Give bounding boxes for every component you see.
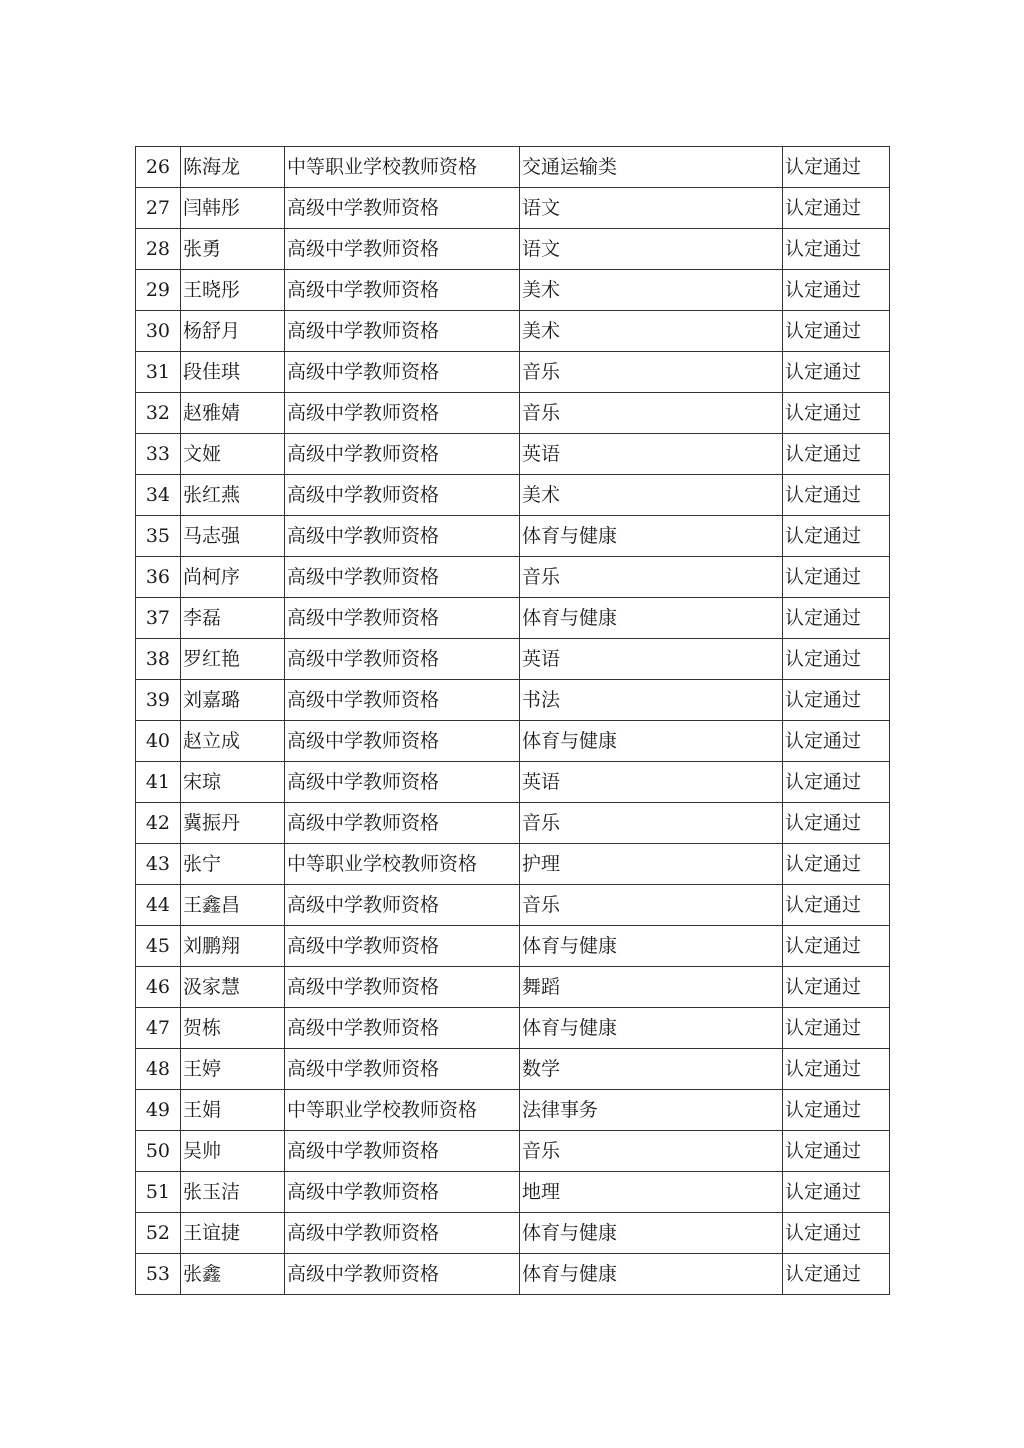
cell-result: 认定通过 [783,1213,890,1254]
cell-subject: 地理 [520,1172,783,1213]
cell-qualification: 高级中学教师资格 [285,393,520,434]
table-row [136,475,890,516]
table-row [136,393,890,434]
cell-number: 34 [136,475,181,516]
table-row [136,926,890,967]
cell-subject: 法律事务 [520,1090,783,1131]
cell-result: 认定通过 [783,516,890,557]
cell-number: 52 [136,1213,181,1254]
cell-subject: 英语 [520,434,783,475]
cell-number: 35 [136,516,181,557]
cell-qualification: 高级中学教师资格 [285,270,520,311]
cell-result: 认定通过 [783,311,890,352]
cell-qualification: 高级中学教师资格 [285,926,520,967]
cell-number: 42 [136,803,181,844]
cell-result: 认定通过 [783,803,890,844]
cell-subject: 舞蹈 [520,967,783,1008]
cell-result: 认定通过 [783,639,890,680]
cell-subject: 护理 [520,844,783,885]
cell-name: 王晓彤 [181,270,285,311]
cell-result: 认定通过 [783,762,890,803]
cell-result: 认定通过 [783,188,890,229]
cell-result: 认定通过 [783,1049,890,1090]
table-row [136,434,890,475]
cell-subject: 英语 [520,639,783,680]
cell-result: 认定通过 [783,721,890,762]
cell-number: 39 [136,680,181,721]
cell-subject: 语文 [520,229,783,270]
cell-result: 认定通过 [783,270,890,311]
table-row [136,762,890,803]
cell-result: 认定通过 [783,967,890,1008]
cell-qualification: 高级中学教师资格 [285,1049,520,1090]
cell-name: 张勇 [181,229,285,270]
cell-qualification: 高级中学教师资格 [285,721,520,762]
cell-qualification: 高级中学教师资格 [285,516,520,557]
cell-subject: 音乐 [520,557,783,598]
cell-result: 认定通过 [783,475,890,516]
table-row [136,721,890,762]
table-row [136,229,890,270]
cell-name: 冀振丹 [181,803,285,844]
cell-number: 26 [136,147,181,188]
cell-subject: 体育与健康 [520,926,783,967]
cell-number: 48 [136,1049,181,1090]
table-row [136,147,890,188]
cell-name: 王娟 [181,1090,285,1131]
cell-qualification: 高级中学教师资格 [285,352,520,393]
cell-name: 刘嘉璐 [181,680,285,721]
cell-number: 32 [136,393,181,434]
table-row [136,557,890,598]
cell-result: 认定通过 [783,1172,890,1213]
cell-number: 28 [136,229,181,270]
cell-qualification: 中等职业学校教师资格 [285,844,520,885]
cell-number: 46 [136,967,181,1008]
cell-qualification: 高级中学教师资格 [285,680,520,721]
cell-subject: 音乐 [520,393,783,434]
cell-qualification: 高级中学教师资格 [285,1131,520,1172]
cell-subject: 体育与健康 [520,721,783,762]
cell-subject: 语文 [520,188,783,229]
cell-number: 50 [136,1131,181,1172]
table-row [136,1131,890,1172]
cell-subject: 数学 [520,1049,783,1090]
table-row [136,885,890,926]
cell-result: 认定通过 [783,557,890,598]
table-row [136,639,890,680]
cell-name: 汲家慧 [181,967,285,1008]
cell-number: 29 [136,270,181,311]
cell-name: 赵立成 [181,721,285,762]
cell-subject: 音乐 [520,1131,783,1172]
cell-name: 闫韩彤 [181,188,285,229]
cell-result: 认定通过 [783,1090,890,1131]
table-row [136,1213,890,1254]
table-row [136,1008,890,1049]
cell-result: 认定通过 [783,393,890,434]
cell-result: 认定通过 [783,229,890,270]
cell-name: 王鑫昌 [181,885,285,926]
cell-number: 37 [136,598,181,639]
cell-name: 马志强 [181,516,285,557]
cell-qualification: 高级中学教师资格 [285,557,520,598]
cell-name: 罗红艳 [181,639,285,680]
table-row [136,1172,890,1213]
table-row [136,598,890,639]
cell-number: 36 [136,557,181,598]
cell-number: 44 [136,885,181,926]
cell-result: 认定通过 [783,1254,890,1295]
cell-name: 张红燕 [181,475,285,516]
cell-number: 45 [136,926,181,967]
cell-qualification: 高级中学教师资格 [285,475,520,516]
cell-name: 杨舒月 [181,311,285,352]
cell-name: 刘鹏翔 [181,926,285,967]
cell-qualification: 高级中学教师资格 [285,762,520,803]
table-row [136,967,890,1008]
cell-name: 王谊捷 [181,1213,285,1254]
cell-name: 文娅 [181,434,285,475]
cell-subject: 美术 [520,270,783,311]
cell-qualification: 高级中学教师资格 [285,434,520,475]
cell-number: 40 [136,721,181,762]
cell-subject: 体育与健康 [520,598,783,639]
table-row [136,188,890,229]
cell-qualification: 高级中学教师资格 [285,803,520,844]
cell-number: 27 [136,188,181,229]
cell-subject: 体育与健康 [520,1254,783,1295]
cell-name: 陈海龙 [181,147,285,188]
table-body [136,147,890,1295]
cell-qualification: 高级中学教师资格 [285,1008,520,1049]
table-row [136,1090,890,1131]
cell-result: 认定通过 [783,1008,890,1049]
cell-name: 段佳琪 [181,352,285,393]
cell-qualification: 高级中学教师资格 [285,639,520,680]
cell-name: 贺栋 [181,1008,285,1049]
cell-number: 30 [136,311,181,352]
cell-qualification: 高级中学教师资格 [285,229,520,270]
cell-subject: 美术 [520,475,783,516]
table-row [136,844,890,885]
cell-result: 认定通过 [783,680,890,721]
cell-qualification: 高级中学教师资格 [285,1213,520,1254]
cell-subject: 体育与健康 [520,516,783,557]
results-table [135,146,890,1295]
cell-result: 认定通过 [783,885,890,926]
cell-number: 47 [136,1008,181,1049]
cell-qualification: 高级中学教师资格 [285,1254,520,1295]
table-row [136,352,890,393]
cell-number: 31 [136,352,181,393]
cell-name: 王婷 [181,1049,285,1090]
cell-qualification: 高级中学教师资格 [285,1172,520,1213]
cell-qualification: 高级中学教师资格 [285,967,520,1008]
cell-name: 宋琼 [181,762,285,803]
cell-number: 43 [136,844,181,885]
cell-number: 51 [136,1172,181,1213]
table-row [136,516,890,557]
cell-qualification: 高级中学教师资格 [285,188,520,229]
cell-result: 认定通过 [783,926,890,967]
cell-subject: 音乐 [520,885,783,926]
cell-subject: 体育与健康 [520,1213,783,1254]
cell-name: 吴帅 [181,1131,285,1172]
cell-number: 41 [136,762,181,803]
table-row [136,803,890,844]
cell-subject: 美术 [520,311,783,352]
cell-qualification: 中等职业学校教师资格 [285,147,520,188]
cell-subject: 英语 [520,762,783,803]
cell-number: 53 [136,1254,181,1295]
cell-number: 33 [136,434,181,475]
cell-qualification: 高级中学教师资格 [285,311,520,352]
cell-qualification: 中等职业学校教师资格 [285,1090,520,1131]
table-row [136,1049,890,1090]
cell-name: 尚柯序 [181,557,285,598]
cell-result: 认定通过 [783,434,890,475]
cell-result: 认定通过 [783,844,890,885]
cell-qualification: 高级中学教师资格 [285,598,520,639]
cell-name: 张宁 [181,844,285,885]
cell-number: 38 [136,639,181,680]
cell-subject: 体育与健康 [520,1008,783,1049]
cell-result: 认定通过 [783,352,890,393]
cell-result: 认定通过 [783,147,890,188]
cell-qualification: 高级中学教师资格 [285,885,520,926]
cell-name: 赵雅婧 [181,393,285,434]
cell-subject: 音乐 [520,803,783,844]
cell-result: 认定通过 [783,598,890,639]
cell-subject: 音乐 [520,352,783,393]
table-row [136,680,890,721]
table-row [136,1254,890,1295]
cell-number: 49 [136,1090,181,1131]
cell-name: 张玉洁 [181,1172,285,1213]
table-row [136,270,890,311]
cell-subject: 书法 [520,680,783,721]
cell-subject: 交通运输类 [520,147,783,188]
table-row [136,311,890,352]
cell-name: 李磊 [181,598,285,639]
cell-result: 认定通过 [783,1131,890,1172]
cell-name: 张鑫 [181,1254,285,1295]
